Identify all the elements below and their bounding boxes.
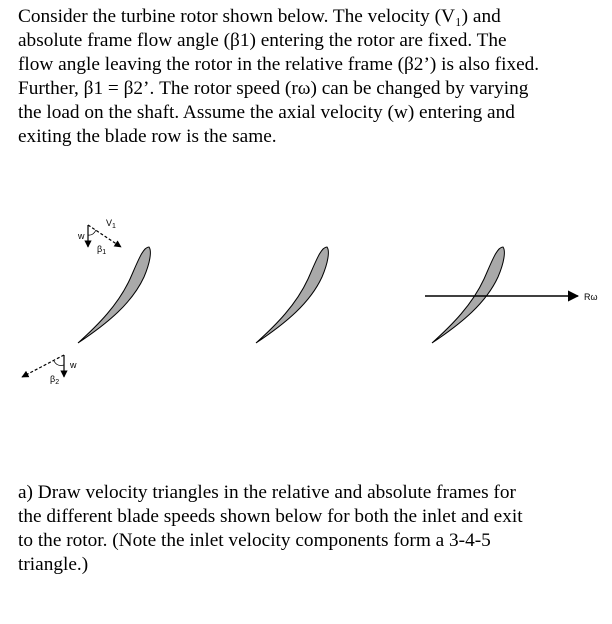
turbine-blade-1 (78, 247, 150, 343)
problem-line: the load on the shaft. Assume the axial velocity (w) entering and (18, 102, 515, 123)
w-exit-label: w (70, 360, 77, 370)
problem-line: flow angle leaving the rotor in the relative frame (β2’) is also fixed. (18, 54, 540, 75)
part-a-line: to the rotor. (Note the inlet velocity components form a 3-4-5 (18, 530, 491, 551)
problem-line: absolute frame flow angle (β1) entering the rotor are fixed. The (18, 30, 507, 51)
problem-statement (18, 5, 603, 149)
beta2-angle-arc (54, 361, 64, 366)
turbine-blade-2 (256, 247, 328, 343)
beta1-label: $\beta_1$ (97, 244, 107, 256)
beta1-angle-arc (88, 230, 96, 235)
problem-line: exiting the blade row is the same. (18, 126, 277, 147)
problem-line: Further, β1 = β2’. The rotor speed (rω) can be changed by varying (18, 78, 529, 99)
v1-label: $V_1$ (106, 218, 116, 230)
r-omega-label: Rω (584, 292, 598, 302)
part-a-line: a) Draw velocity triangles in the relative and absolute frames for (18, 482, 516, 503)
problem-line: Consider the turbine rotor shown below. The velocity (V₁) and (18, 6, 501, 27)
part-a-question (18, 481, 603, 577)
w-inlet-label: w (78, 231, 85, 241)
inlet-v1-arrow (88, 225, 121, 247)
turbine-blade-3 (432, 247, 504, 343)
turbine-rotor-figure (0, 205, 612, 405)
beta2-label: $\beta_2$ (50, 374, 60, 386)
part-a-line: the different blade speeds shown below for both the inlet and exit (18, 506, 523, 527)
exit-relative-velocity-arrow (22, 355, 64, 377)
part-a-line: triangle.) (18, 554, 89, 575)
